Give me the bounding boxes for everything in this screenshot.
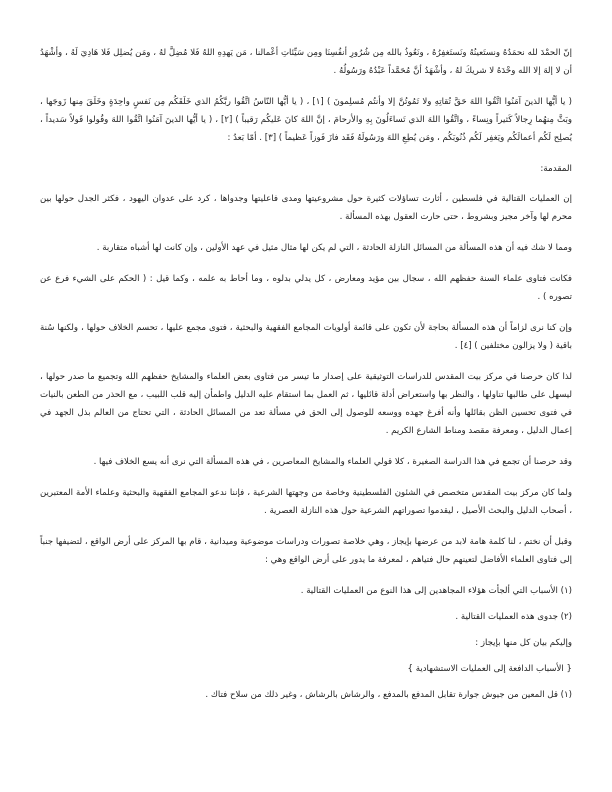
list-item: (٢) جدوى هذه العمليات القتالية . [455, 612, 572, 622]
subheading-motives: { الأسباب الدافعة إلى العمليات الاستشهادية } [407, 664, 572, 674]
list-intro: وإليكم بيان كل منها بإيجاز : [475, 638, 572, 648]
paragraph: لذا كان حرصنا في مركز بيت المقدس للدراسات التوثيقية على إصدار ما تيسر من فتاوى بعض العلماء والمشايخ حفظهم الله وتجميع ما صدر حولها ، ليسهل على طالبها تناولها ، والنظر بها واستعراض أدلة قائليها ، ثم العمل بما استقام عليه الدليل واطمأن إليه قلب اللبيب ، مع الحذر من الطعن بالنيات في فتوى تحسين الظن بقائلها وأنه أفرغ جهده ووسعه للوصول إلى الحق في مسألة تعد من المسائل الحادثة ، التي تحتاج من العالم بذل الجهد في إعمال الدليل ، ومعرفة مقصد ومناط الشارع الكريم . [40, 372, 572, 436]
paragraph: ولما كان مركز بيت المقدس متخصص في الشئون الفلسطينية وخاصة من وجهتها الشرعية ، فإننا ندعو المجامع الفقهية والبحثية وعلماء الأمة المعتبرين ، أصحاب الدليل والبحث الأصيل ، ليقدموا تصوراتهم الشرعية حول هذه النازلة العصرية . [40, 488, 572, 516]
list-item: (١) الأسباب التي ألجأت هؤلاء المجاهدين إلى هذا النوع من العمليات القتالية . [300, 586, 572, 596]
paragraph: ومما لا شك فيه أن هذه المسألة من المسائل النازلة الحادثة ، التي لم يكن لها مثال مثيل في عهد الأولين ، وإن كانت لها أشباه متقاربة . [96, 243, 572, 253]
paragraph: إن العمليات القتالية في فلسطين ، أثارت تساؤلات كثيرة حول مشروعيتها ومدى فاعليتها وجدواها ، كرد على عدوان اليهود ، فكثر الجدل حولها بين محرم لها وآخر مجيز وبشروط ، حتى حارت العقول بهذه المسألة . [40, 194, 572, 222]
list-item: (١) قل المعين من جيوش جوارة تقابل المدفع بالمدفع ، والرشاش بالرشاش ، وغير ذلك من سلاح فتاك . [205, 690, 572, 700]
quran-verses: ( يا أيُّها الذينَ آمَنُوا اتَّقُوا اللهَ حَقَّ تُقاتِهِ ولا تَمُوتُنَّ إلا وأنتُم مُسلِمونَ ) [١] ، ( يا أيُّها النّاسُ اتَّقُوا ربَّكُمُ الذي خَلَقَكُم مِن نَفسٍ واحِدَةٍ وخَلَقَ مِنها زَوجَها ، وبَثَّ مِنهُما رِجالاً كَثيراً ونِساءً ، واتَّقُوا اللهَ الذي تَساءَلُونَ بِهِ والأرحامَ ، إنَّ اللهَ كانَ عَليكُم رَقيباً ) [٢] ، ( يا أيُّها الذينَ آمَنُوا اتَّقُوا اللهَ وقُولوا قَولاً سَديداً ، يُصلِح لَكُم أعمالَكُم ويَغفِر لَكُم ذُنُوبَكُم ، ومَن يُطِعِ اللهَ ورَسُولَهُ فَقَد فازَ فَوزاً عَظيماً ) [٣] . أمّا بَعدُ : [40, 97, 572, 143]
paragraph: فكانت فتاوى علماء السنة حفظهم الله ، سجال بين مؤيد ومعارض ، كل يدلي بدلوه ، وما أحاط به علمه ، وكما قيل : ( الحكم على الشيء فرع عن تصوره ) . [40, 274, 572, 302]
opening-sermon: إنّ الحمْدَ لله نحمَدُهُ ونستَعينُهُ ونَستَغفِرُهُ ، ونَعُوذُ بالله مِن شُرُورِ أنفُسِنَا ومِن سَيِّئاتِ أعْمالنا ، مَن يَهدِهِ اللهُ فَلا مُضِلَّ لهُ ، ومَن يُضلِل فَلا هَادِيَ لَهُ ، وأشْهَدُ أن لا إلهَ إلا الله وحْدَهُ لا شريكَ لهُ ، وأشْهَدُ أنَّ مُحَمَّداً عَبْدُهُ ورَسُولُهُ . [40, 48, 572, 76]
paragraph: وقبل أن نختم ، لنا كلمة هامة لابد من عرضها بإيجاز ، وهي خلاصة تصورات ودراسات موضوعية وميدانية ، قام بها المركز على أرض الواقع ، لتضيفها جنباً إلى فتاوى العلماء الأفاضل لتعينهم حال فتياهم ، لمعرفة ما يدور على أرض الواقع وهي : [40, 537, 572, 565]
paragraph: وقد حرصنا أن تجمع في هذا الدراسة الصغيرة ، كلا قولي العلماء والمشايخ المعاصرين ، في هذه المسألة التي نرى أنه يسع الخلاف فيها . [93, 457, 572, 467]
paragraph: وإن كنا نرى لزاماً أن هذه المسألة بحاجة لأن تكون على قائمة أولويات المجامع الفقهية والبحثية ، فتوى مجمع عليها ، تحسم الخلاف حولها ، ولكنها سُنة باقية ( ولا يزالون مختلفين ) [٤] . [40, 323, 572, 351]
section-heading-introduction: المقدمة: [540, 164, 572, 174]
